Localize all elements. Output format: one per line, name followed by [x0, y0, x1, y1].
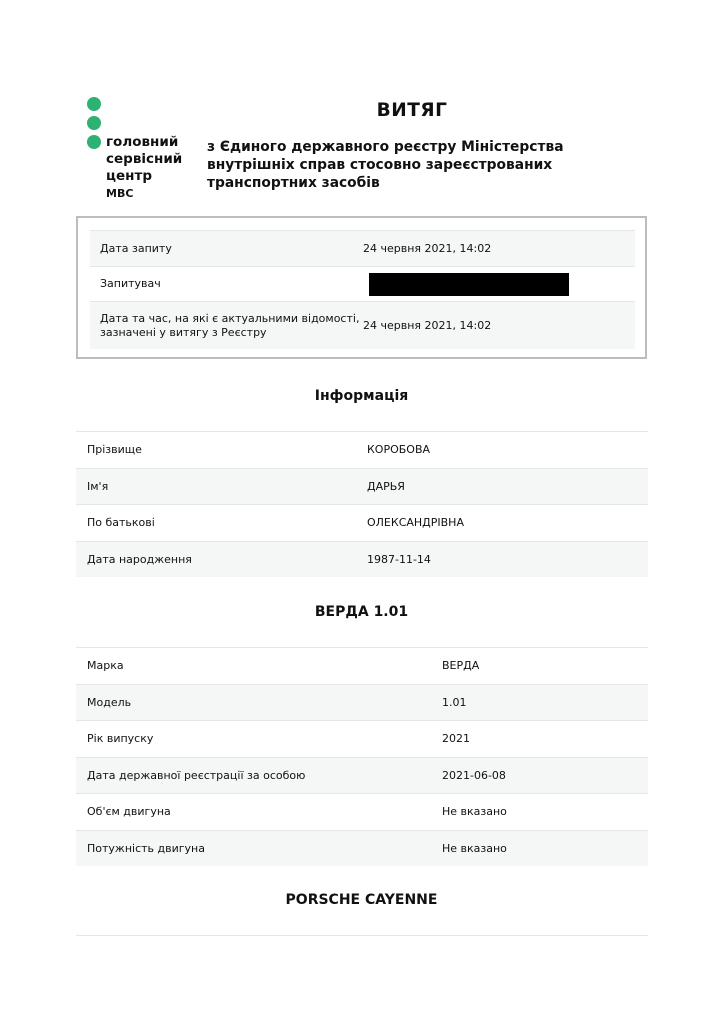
row-value: ОЛЕКСАНДРІВНА [367, 516, 464, 530]
vehicle-table [76, 647, 648, 866]
row-label: Дата державної реєстрації за особою [87, 768, 306, 782]
row-label: Рік випуску [87, 732, 154, 746]
vehicle-section-title: PORSCHE CAYENNE [285, 892, 438, 908]
table-row [76, 684, 648, 721]
request-row-label: Дата запиту [100, 241, 172, 255]
logo-line-3: центр [106, 168, 152, 184]
logo-dot-icon [87, 116, 101, 130]
vehicle-section-title: ВЕРДА 1.01 [314, 604, 409, 620]
table-row [76, 468, 648, 505]
request-row-label: Дата та час, на які є актуальними відомості, зазначені у витягу з Реєстру [100, 311, 360, 339]
logo-line-4: МВС [106, 187, 134, 200]
logo-dot-icon [87, 97, 101, 111]
logo-line-2: сервісний [106, 151, 183, 167]
row-value: 2021-06-08 [442, 768, 506, 782]
table-divider [76, 935, 648, 936]
row-value: 1987-11-14 [367, 552, 431, 566]
row-label: Потужність двигуна [87, 841, 205, 855]
request-row [90, 230, 635, 266]
table-row [76, 504, 648, 541]
row-value: Не вказано [442, 841, 507, 855]
row-label: Ім'я [87, 479, 109, 493]
row-label: Марка [87, 659, 124, 673]
row-value: 2021 [442, 732, 470, 746]
logo-text [106, 134, 206, 202]
row-label: По батькові [87, 516, 155, 530]
request-row [90, 266, 635, 301]
row-label: Модель [87, 695, 132, 709]
document-subtitle: з Єдиного державного реєстру Міністерства внутрішніх справ стосовно зареєстрованих транспортних засобів [207, 139, 564, 191]
redacted-requester-value [369, 273, 569, 296]
request-row-value: 24 червня 2021, 14:02 [363, 319, 492, 332]
document-title: ВИТЯГ [376, 100, 448, 121]
request-details-table [90, 230, 635, 349]
table-row [76, 720, 648, 757]
row-value: ДАРЬЯ [367, 479, 405, 493]
row-label: Об'єм двигуна [87, 805, 171, 819]
logo-line-1: головний [106, 134, 179, 150]
info-section-title: Інформація [314, 388, 409, 404]
table-row [76, 647, 648, 684]
request-details-box [76, 216, 647, 359]
table-row [76, 757, 648, 794]
row-value: 1.01 [442, 695, 467, 709]
table-row [76, 830, 648, 867]
row-value: Не вказано [442, 805, 507, 819]
table-row [76, 541, 648, 578]
table-row [76, 793, 648, 830]
row-value: ВЕРДА [442, 659, 480, 673]
row-value: КОРОБОВА [367, 443, 431, 457]
table-row [76, 431, 648, 468]
row-label: Дата народження [87, 552, 192, 566]
row-label: Прізвище [87, 443, 142, 457]
request-row-label: Запитувач [100, 277, 161, 290]
info-table [76, 431, 648, 577]
request-row-value: 24 червня 2021, 14:02 [363, 242, 492, 255]
request-row [90, 301, 635, 349]
logo-dot-icon [87, 135, 101, 149]
